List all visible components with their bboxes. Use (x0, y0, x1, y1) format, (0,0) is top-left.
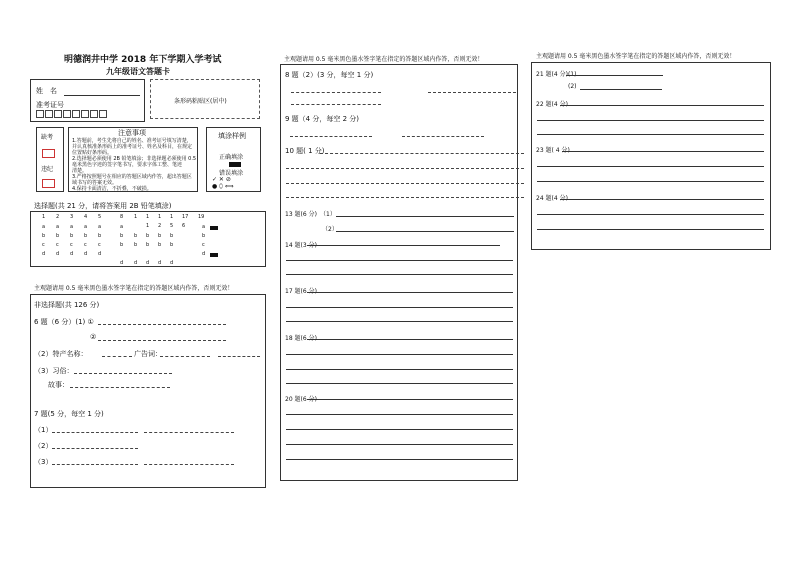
absent-checkbox[interactable] (42, 149, 55, 158)
custom-answer-line[interactable] (74, 373, 172, 374)
specialty-name-line[interactable] (102, 356, 132, 357)
exam-digit-box[interactable] (54, 110, 62, 118)
choice-number: 8 (120, 214, 124, 220)
notes-line: 1.答题前，考生先将自己的姓名、准考证号填写清楚， (72, 138, 192, 144)
absent-label: 缺考 (41, 134, 54, 141)
notes-title: 注意事项 (118, 129, 146, 137)
q17-line-3[interactable] (286, 321, 513, 322)
choice-number: 17 (182, 214, 189, 220)
choice-option-a[interactable]: a (42, 224, 46, 230)
q7-label: 7 题(5 分，每空 1 分) (34, 410, 104, 418)
choice-option-c[interactable]: b (134, 242, 138, 248)
filled-answer-mark (210, 226, 218, 230)
q18-line-1[interactable] (307, 339, 513, 340)
q7-3-answer-a[interactable] (52, 464, 138, 465)
q13-1-answer[interactable] (336, 216, 514, 217)
q8-answer-c[interactable] (291, 104, 381, 105)
choice-option-a[interactable]: 2 (158, 223, 162, 229)
notes-line: 毫米黑色字迹的签字笔书写，要求字体工整、笔迹 (72, 162, 183, 168)
q23-line-1[interactable] (562, 151, 764, 152)
mid-answer-box (280, 64, 518, 481)
q6-sub3-label: （3）习俗： (34, 367, 74, 375)
q9-answer-a[interactable] (290, 136, 372, 137)
q14-line-3[interactable] (286, 274, 513, 275)
mid-warning: 主观题请用 0.5 毫米黑色墨水签字笔在指定的答题区域内作答，否则无效！ (284, 56, 484, 63)
choice-option-a[interactable]: a (70, 224, 74, 230)
ad-slogan-label: 广告词： (134, 350, 162, 358)
q10-line-4[interactable] (286, 197, 524, 198)
choice-option-b[interactable]: b (56, 233, 60, 239)
q10-line-1[interactable] (320, 153, 524, 154)
q6-label: 6 题（6 分）(1) ① (34, 318, 94, 326)
choice-number: 4 (84, 214, 88, 220)
notes-line: 3.严格按照题号在相应的答题区域内作答，超出答题区 (72, 174, 192, 180)
choice-option-c[interactable]: b (158, 242, 162, 248)
q6-2-answer-line[interactable] (98, 340, 226, 341)
q14-line-1[interactable] (307, 245, 500, 246)
q13-label: 13 题(6 分) (285, 211, 317, 218)
q10-label: 10 题( 1 分) (285, 147, 325, 155)
choice-option-a[interactable]: a (84, 224, 88, 230)
q17-line-1[interactable] (307, 292, 513, 293)
correct-fill-mark (229, 162, 241, 167)
choice-option-a[interactable]: a (56, 224, 60, 230)
q13-2-label: （2） (322, 226, 338, 233)
choice-option-c[interactable]: c (70, 242, 73, 248)
discipline-checkbox[interactable] (42, 179, 55, 188)
barcode-label: 条形码粘贴区(居中) (174, 98, 227, 105)
choice-number: 1 (146, 214, 150, 220)
choice-option-b[interactable]: b (134, 233, 138, 239)
q7-1-answer-a[interactable] (52, 432, 138, 433)
q7-3-label: （3） (34, 458, 53, 466)
notes-line: 2.选择题必须使用 2B 铅笔填涂；非选择题必须使用 0.5 (72, 156, 197, 162)
q24-line-3[interactable] (537, 229, 764, 230)
q20-line-3[interactable] (286, 429, 513, 430)
q18-line-4[interactable] (286, 383, 513, 384)
q20-label: 20 题(6 分) (285, 396, 317, 403)
choice-option-d[interactable]: d (202, 251, 206, 257)
exam-number-grid[interactable] (36, 110, 136, 120)
exam-digit-box[interactable] (81, 110, 89, 118)
fill-example-title: 填涂样例 (218, 132, 246, 140)
q17-line-2[interactable] (286, 307, 513, 308)
q14-line-2[interactable] (286, 260, 513, 261)
exam-number-label: 准考证号 (36, 101, 64, 109)
q18-line-3[interactable] (286, 369, 513, 370)
right-answer-box (531, 62, 771, 250)
choice-option-a[interactable]: 1 (146, 223, 150, 229)
choice-number: 5 (98, 214, 102, 220)
wrong-fill-marks-2: ● ⬯ ⟺ (212, 183, 234, 190)
q21-2-label: (2) (568, 83, 577, 90)
choice-option-c[interactable]: c (56, 242, 59, 248)
q7-3-answer-b[interactable] (144, 464, 234, 465)
q20-line-1[interactable] (307, 399, 513, 400)
choice-option-d[interactable]: d (120, 260, 124, 266)
filled-answer-mark (210, 253, 218, 257)
q17-label: 17 题(6 分) (285, 288, 317, 295)
q10-line-2[interactable] (286, 168, 524, 169)
notes-line: 位置贴好条形码。 (72, 150, 113, 156)
choice-option-a[interactable]: 6 (182, 223, 186, 229)
choice-number: 1 (42, 214, 46, 220)
exam-digit-box[interactable] (36, 110, 44, 118)
choice-option-b[interactable]: b (158, 233, 162, 239)
choice-option-b[interactable]: b (42, 233, 46, 239)
choice-option-d[interactable]: d (98, 251, 102, 257)
choice-option-c[interactable]: c (98, 242, 101, 248)
q18-line-2[interactable] (286, 354, 513, 355)
exam-digit-box[interactable] (90, 110, 98, 118)
q23-label: 23 题( 4 分) (536, 147, 570, 154)
notes-line: 域书写的答案无效。 (72, 180, 118, 186)
choice-number: 1 (158, 214, 162, 220)
choice-option-d[interactable]: d (158, 260, 162, 266)
choice-option-d[interactable]: d (134, 260, 138, 266)
choice-option-b[interactable]: b (84, 233, 88, 239)
choice-number: 19 (198, 214, 205, 220)
choice-option-d[interactable]: d (146, 260, 150, 266)
q8-answer-a[interactable] (291, 92, 381, 93)
q13-1-label: （1） (320, 211, 336, 218)
wrong-fill-marks: ✓ ✕ ⊘ (212, 176, 231, 183)
exam-digit-box[interactable] (99, 110, 107, 118)
exam-digit-box[interactable] (45, 110, 53, 118)
q6-1-answer-line[interactable] (98, 324, 226, 325)
choice-option-a[interactable]: a (202, 224, 206, 230)
q18-label: 18 题(6 分) (285, 335, 317, 342)
discipline-label: 违纪 (41, 166, 54, 173)
name-field[interactable] (64, 95, 140, 96)
school-title: 明德润井中学 2018 年下学期入学考试 (64, 55, 222, 65)
right-warning: 主观题请用 0.5 毫米黑色墨水签字笔在指定的答题区域内作答，否则无效！ (536, 53, 736, 60)
choice-option-d[interactable]: d (42, 251, 46, 257)
q24-label: 24 题(4 分) (536, 195, 568, 202)
choice-option-c[interactable]: c (202, 242, 205, 248)
q10-line-3[interactable] (286, 183, 524, 184)
q22-label: 22 题(4 分) (536, 101, 568, 108)
q22-line-3[interactable] (537, 134, 764, 135)
q8-label: 8 题（2）(3 分，每空 1 分) (285, 71, 374, 79)
q20-line-5[interactable] (286, 459, 513, 460)
choice-number: 1 (170, 214, 174, 220)
card-subtitle: 九年级语文答题卡 (106, 67, 170, 76)
q21-2-answer[interactable] (580, 89, 662, 90)
choice-option-b[interactable]: b (170, 233, 174, 239)
q24-line-1[interactable] (560, 199, 764, 200)
choice-option-b[interactable]: b (146, 233, 150, 239)
choice-option-d[interactable]: d (56, 251, 60, 257)
notes-line: 清楚。 (72, 168, 88, 174)
choice-option-b[interactable]: b (202, 233, 206, 239)
q13-2-answer[interactable] (336, 231, 514, 232)
choice-option-c[interactable]: b (120, 242, 124, 248)
q20-line-2[interactable] (286, 414, 513, 415)
choice-option-b[interactable]: b (70, 233, 74, 239)
choice-option-c[interactable]: b (170, 242, 174, 248)
choice-option-b[interactable]: b (98, 233, 102, 239)
ad-slogan-line[interactable] (160, 356, 210, 357)
notes-line: 4.保持卡面清洁，不折叠，不破损。 (72, 186, 152, 192)
choice-option-d[interactable]: d (170, 260, 174, 266)
choice-option-a[interactable]: a (120, 224, 124, 230)
q23-line-2[interactable] (537, 166, 764, 167)
exam-digit-box[interactable] (72, 110, 80, 118)
name-label: 姓 名 (36, 87, 57, 95)
q24-line-2[interactable] (537, 214, 764, 215)
exam-digit-box[interactable] (63, 110, 71, 118)
notes-line: 并认真核准条形码上的准考证号、姓名及科目，在规定 (72, 144, 193, 150)
q21-label: 21 题(4 分)(1) (536, 71, 577, 78)
choice-option-b[interactable]: b (120, 233, 124, 239)
choice-grid[interactable] (42, 214, 222, 264)
choice-number: 2 (56, 214, 60, 220)
choice-number: 3 (70, 214, 74, 220)
q6-sub2-label: （2）特产名称： (34, 350, 88, 358)
q22-line-2[interactable] (537, 120, 764, 121)
q23-line-3[interactable] (537, 181, 764, 182)
q7-1-label: （1） (34, 426, 53, 434)
q7-2-answer-a[interactable] (52, 448, 138, 449)
q20-line-4[interactable] (286, 444, 513, 445)
q21-1-answer[interactable] (566, 75, 663, 76)
ad-slogan-line-2[interactable] (218, 356, 260, 357)
correct-fill-label: 正确填涂 (219, 154, 244, 161)
choice-option-d[interactable]: d (84, 251, 88, 257)
choice-option-a[interactable]: a (98, 224, 102, 230)
q7-1-answer-b[interactable] (144, 432, 234, 433)
q7-2-label: （2） (34, 442, 53, 450)
story-label: 故事： (48, 381, 69, 389)
q22-line-1[interactable] (560, 105, 764, 106)
choice-option-c[interactable]: c (42, 242, 45, 248)
q6-2-label: ② (90, 333, 97, 341)
choice-option-a[interactable]: 5 (170, 223, 174, 229)
non-choice-title: 非选择题(共 126 分) (34, 301, 100, 309)
q14-label: 14 题(3 分) (285, 242, 317, 249)
choice-option-c[interactable]: b (146, 242, 150, 248)
q9-label: 9 题（4 分，每空 2 分) (285, 115, 359, 123)
choice-option-d[interactable]: d (70, 251, 74, 257)
story-answer-line[interactable] (70, 387, 170, 388)
choice-number: 1 (134, 214, 138, 220)
subjective-warning: 主观题请用 0.5 毫米黑色墨水签字笔在指定的答题区域内作答，否则无效！ (34, 285, 234, 292)
q8-answer-b[interactable] (428, 92, 516, 93)
choice-option-c[interactable]: c (84, 242, 87, 248)
choice-title: 选择题(共 21 分，请将答案用 2B 铅笔填涂) (34, 202, 172, 210)
q9-answer-b[interactable] (402, 136, 484, 137)
wrong-fill-label: 错误填涂 (219, 170, 244, 177)
